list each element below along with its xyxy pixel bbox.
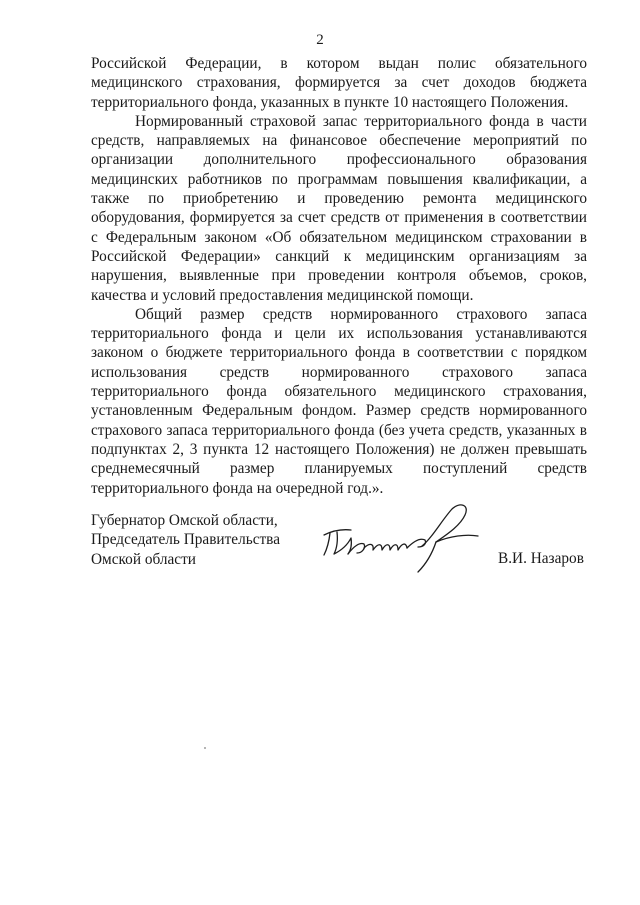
scan-speck: [204, 747, 206, 749]
paragraph-reserve-size: Общий размер средств нормированного страхового запаса территориального фонда и цели их использования устанавливаются законом о бюджете территориального фонда в соответствии с порядком использования средств нормированного страхового запаса территориального фонда обязательного медицинского страхования, установленным Федеральным фондом. Размер средств нормированного страхового запаса территориального фонда (без учета средств, указанных в подпунктах 2, 3 пункта 12 настоящего Положения) не должен превышать среднемесячный размер планируемых поступлений средств территориального фонда на очередной год.».: [91, 305, 587, 497]
signatory-title: [91, 511, 280, 569]
page-number: 2: [316, 32, 324, 48]
signatory-name: В.И. Назаров: [498, 550, 584, 567]
signatory-title-line: Губернатор Омской области,: [91, 512, 278, 529]
handwritten-signature: [318, 498, 483, 578]
signatory-title-line: Омской области: [91, 550, 196, 568]
paragraph-continuation: Российской Федерации, в котором выдан полис обязательного медицинского страхования, формируется за счет доходов бюджета территориального фонда, указанных в пункте 10 настоящего Положения.: [91, 55, 587, 111]
paragraph-reserve-purpose: Нормированный страховой запас территориального фонда в части средств, направляемых на финансовое обеспечение мероприятий по организации дополнительного профессионального образования медицинских работников по программам повышения квалификации, а также по приобретению и проведению ремонта медицинского оборудования, формируется за счет средств от применения в соответствии с Федеральным законом «Об обязательном медицинском страховании в Российской Федерации» санкций к медицинским организациям за нарушения, выявленные при проведении контроля объемов, сроков, качества и условий предоставления медицинской помощи.: [91, 112, 587, 304]
signatory-title-line: Председатель Правительства: [91, 531, 280, 549]
document-body: [91, 54, 587, 498]
